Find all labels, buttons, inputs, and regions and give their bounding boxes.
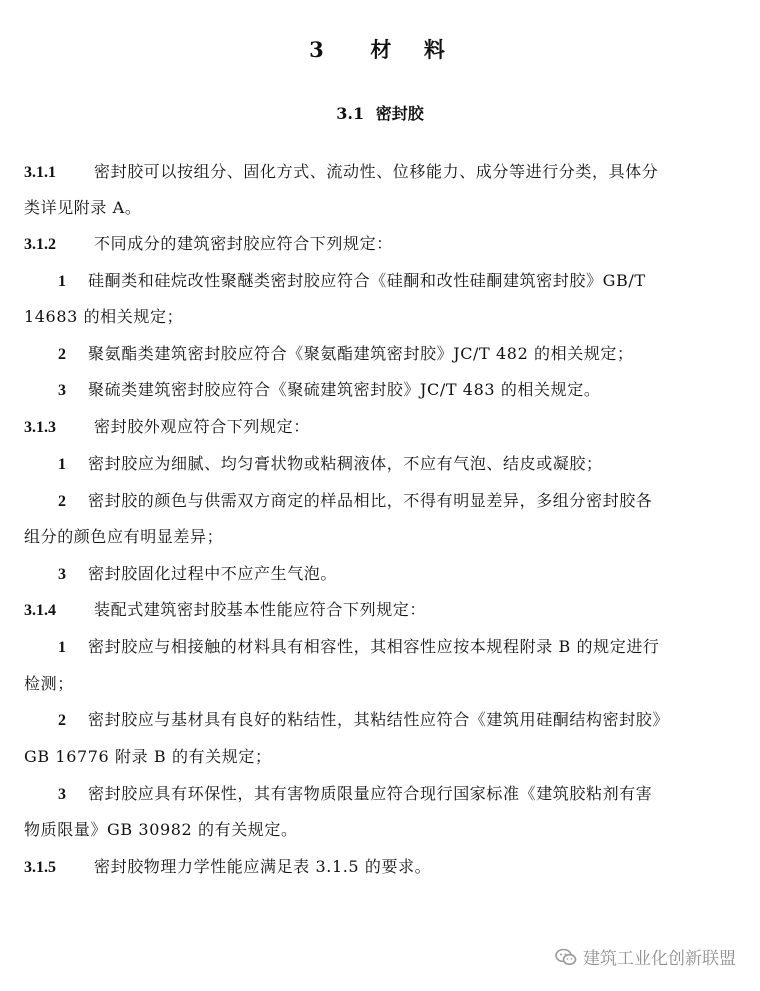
item-text: 密封胶应为细腻、均匀膏状物或粘稠液体，不应有气泡、结皮或凝胶； (88, 454, 603, 473)
clause-number: 3.1.3 (24, 419, 56, 436)
item-number: 3 (58, 382, 66, 399)
list-item (58, 783, 652, 806)
clause-number: 3.1.4 (24, 602, 56, 619)
clause-3-1-4 (24, 599, 426, 622)
list-item (58, 379, 600, 402)
list-item (58, 453, 603, 476)
clause-text: 密封胶外观应符合下列规定： (94, 417, 310, 436)
clause-text: 不同成分的建筑密封胶应符合下列规定： (94, 234, 393, 253)
item-number: 2 (58, 493, 66, 510)
watermark-text: 建筑工业化创新联盟 (583, 949, 736, 969)
clause-number: 3.1.2 (24, 236, 56, 253)
list-item (58, 709, 669, 732)
item-text: 密封胶应具有环保性，其有害物质限量应符合现行国家标准《建筑胶粘剂有害 (88, 784, 653, 803)
section-number: 3.1 (336, 104, 365, 123)
clause-3-1-1 (24, 161, 658, 184)
clause-text: 装配式建筑密封胶基本性能应符合下列规定： (94, 600, 427, 619)
item-text: 密封胶的颜色与供需双方商定的样品相比，不得有明显差异，多组分密封胶各 (88, 491, 653, 510)
item-number: 2 (58, 712, 66, 729)
item-text: 密封胶应与基材具有良好的粘结性，其粘结性应符合《建筑用硅酮结构密封胶》 (88, 710, 670, 729)
item-text: 组分的颜色应有明显差异； (24, 527, 224, 546)
item-text: 14683 的相关规定； (24, 307, 184, 326)
item-text: 密封胶固化过程中不应产生气泡。 (88, 564, 338, 583)
section-name: 密封胶 (375, 104, 424, 123)
item-number: 1 (58, 456, 66, 473)
list-item (58, 636, 660, 659)
item-text: 检测； (24, 674, 74, 693)
chapter-title (0, 34, 760, 64)
item-number: 1 (58, 273, 66, 290)
item-text: 密封胶应与相接触的材料具有相容性，其相容性应按本规程附录 B 的规定进行 (88, 637, 660, 656)
chapter-name: 材 料 (370, 37, 451, 62)
wechat-icon (555, 948, 577, 966)
chapter-number: 3 (309, 37, 330, 62)
list-item (58, 343, 634, 366)
watermark (555, 944, 736, 969)
list-item-continuation (24, 673, 74, 695)
clause-number: 3.1.1 (24, 164, 56, 181)
list-item-continuation (24, 306, 183, 328)
item-text: 硅酮类和硅烷改性聚醚类密封胶应符合《硅酮和改性硅酮建筑密封胶》GB/T (88, 271, 646, 290)
list-item-continuation (24, 526, 223, 548)
item-text: 物质限量》GB 30982 的有关规定。 (24, 820, 298, 839)
list-item (58, 490, 652, 513)
clause-3-1-1-continuation (24, 197, 141, 219)
clause-number: 3.1.5 (24, 859, 56, 876)
clause-3-1-5 (24, 856, 431, 879)
list-item-continuation (24, 746, 272, 768)
clause-text: 类详见附录 A。 (24, 198, 142, 217)
clause-text: 密封胶物理力学性能应满足表 3.1.5 的要求。 (94, 857, 432, 876)
item-number: 3 (58, 786, 66, 803)
item-number: 3 (58, 566, 66, 583)
clause-3-1-3 (24, 416, 310, 439)
clause-3-1-2 (24, 233, 393, 256)
item-text: 聚硫类建筑密封胶应符合《聚硫建筑密封胶》JC/T 483 的相关规定。 (88, 380, 601, 399)
list-item (58, 270, 646, 293)
item-number: 1 (58, 639, 66, 656)
section-title (0, 101, 760, 124)
item-text: 聚氨酯类建筑密封胶应符合《聚氨酯建筑密封胶》JC/T 482 的相关规定； (88, 344, 634, 363)
clause-text: 密封胶可以按组分、固化方式、流动性、位移能力、成分等进行分类，具体分 (94, 162, 659, 181)
list-item-continuation (24, 819, 298, 841)
list-item (58, 563, 337, 586)
item-number: 2 (58, 346, 66, 363)
item-text: GB 16776 附录 B 的有关规定； (24, 747, 272, 766)
